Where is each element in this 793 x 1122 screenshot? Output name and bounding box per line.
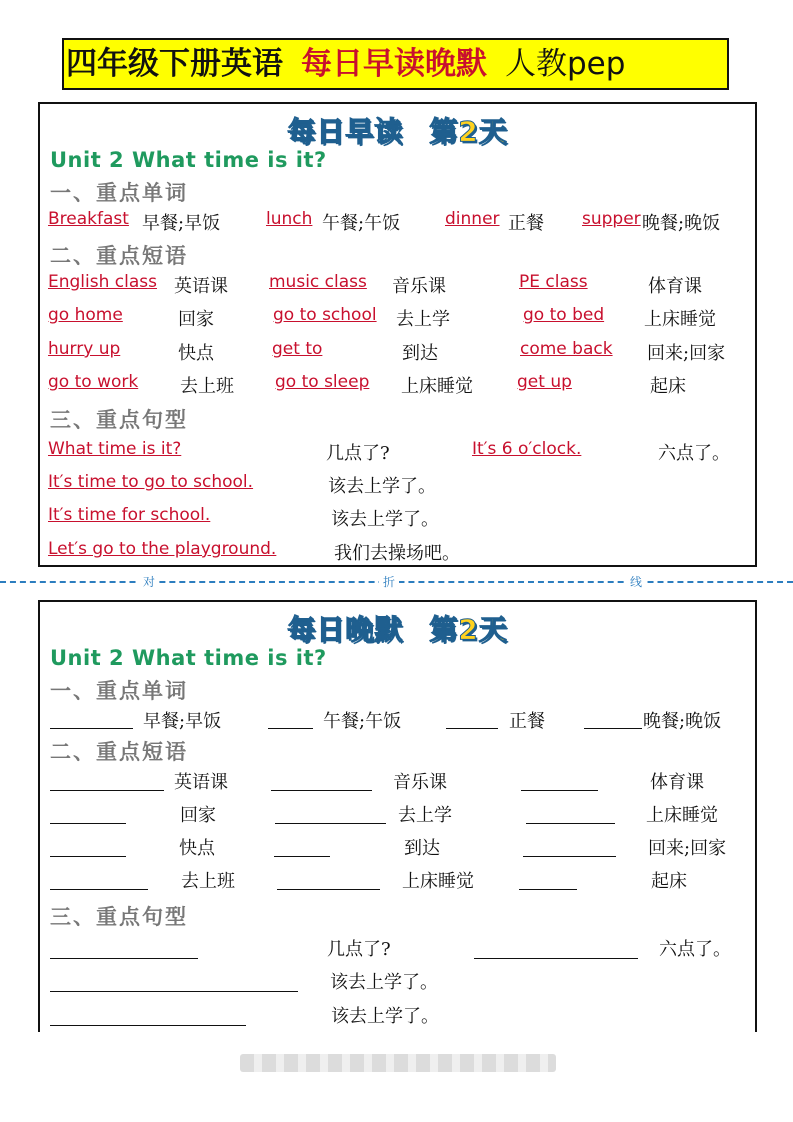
word-zh: 晚餐;晚饭 (643, 711, 722, 732)
phrase-zh: 起床 (650, 376, 686, 397)
reading-title-text: 每日早读 (287, 115, 404, 148)
reading-words-row (40, 209, 755, 237)
word-en: Breakfast (48, 209, 129, 229)
dictation-phrases-row (40, 801, 755, 829)
reading-phrases-row (40, 305, 755, 333)
reading-phrases-row (40, 372, 755, 400)
answer-blank[interactable] (50, 889, 148, 890)
phrase-zh: 快点 (178, 343, 214, 364)
phrase-en: go to sleep (275, 372, 370, 392)
answer-blank[interactable] (275, 823, 386, 824)
phrase-zh: 上床睡觉 (401, 376, 473, 397)
phrase-en: PE class (519, 272, 588, 292)
sentence-zh: 六点了。 (658, 443, 730, 464)
phrase-zh: 音乐课 (392, 276, 446, 297)
word-en: lunch (266, 209, 313, 229)
answer-blank[interactable] (523, 856, 616, 857)
sentence-zh: 六点了。 (659, 939, 731, 960)
sentence-zh: 几点了? (326, 443, 390, 464)
dictation-sentence-row (40, 1002, 755, 1030)
sentence-en: It′s time for school. (48, 505, 211, 525)
phrase-zh: 去上学 (398, 805, 452, 826)
phrase-zh: 到达 (402, 343, 438, 364)
answer-blank[interactable] (50, 1025, 246, 1026)
answer-blank[interactable] (521, 790, 598, 791)
dictation-phrases-row (40, 834, 755, 862)
phrase-en: get up (517, 372, 572, 392)
phrase-zh: 体育课 (650, 772, 704, 793)
phrase-zh: 起床 (651, 871, 687, 892)
phrase-zh: 音乐课 (393, 772, 447, 793)
word-zh: 午餐;午饭 (322, 213, 401, 234)
fold-label: 折 (379, 573, 399, 590)
phrase-en: go home (48, 305, 123, 325)
phrase-en: come back (520, 339, 613, 359)
phrase-en: hurry up (48, 339, 121, 359)
banner-program-title: 每日早读晚默 (301, 46, 487, 82)
answer-blank[interactable] (50, 823, 126, 824)
sentence-zh: 该去上学了。 (331, 509, 439, 530)
sentence-zh: 该去上学了。 (328, 476, 436, 497)
reading-card-title (40, 110, 755, 150)
blurred-watermark (240, 1054, 556, 1072)
word-zh: 正餐 (508, 213, 544, 234)
reading-section-phrases: 二、重点短语 (50, 243, 188, 268)
sentence-zh: 该去上学了。 (331, 1006, 439, 1027)
phrase-zh: 体育课 (648, 276, 702, 297)
reading-unit-heading: Unit 2 What time is it? (50, 148, 327, 172)
phrase-zh: 到达 (404, 838, 440, 859)
phrase-en: go to bed (523, 305, 605, 325)
morning-reading-card (38, 102, 757, 567)
dictation-sentence-row (40, 968, 755, 996)
answer-blank[interactable] (271, 790, 372, 791)
reading-section-words: 一、重点单词 (50, 180, 188, 205)
answer-blank[interactable] (50, 856, 126, 857)
answer-blank[interactable] (50, 958, 198, 959)
sentence-zh: 我们去操场吧。 (334, 543, 460, 564)
phrase-zh: 去上班 (181, 871, 235, 892)
dictation-unit-heading: Unit 2 What time is it? (50, 646, 327, 670)
phrase-en: English class (48, 272, 157, 292)
reading-sentence-row (40, 505, 755, 533)
phrase-en: go to school (273, 305, 377, 325)
word-zh: 正餐 (509, 711, 545, 732)
dictation-day-label: 第2天 (429, 613, 508, 646)
answer-blank[interactable] (519, 889, 577, 890)
answer-blank[interactable] (584, 728, 642, 729)
sentence-zh: 几点了? (327, 939, 391, 960)
banner-grade-title: 四年级下册英语 (66, 46, 283, 82)
phrase-en: get to (272, 339, 323, 359)
phrase-zh: 回家 (180, 805, 216, 826)
phrase-zh: 上床睡觉 (402, 871, 474, 892)
header-banner (62, 38, 729, 90)
phrase-zh: 去上班 (180, 376, 234, 397)
phrase-zh: 英语课 (174, 772, 228, 793)
fold-label: 对 (139, 573, 159, 590)
dictation-phrases-row (40, 768, 755, 796)
phrase-zh: 回来;回家 (647, 343, 726, 364)
phrase-zh: 快点 (179, 838, 215, 859)
reading-sentence-row (40, 472, 755, 500)
answer-blank[interactable] (50, 991, 298, 992)
dictation-sentence-row (40, 935, 755, 963)
answer-blank[interactable] (277, 889, 380, 890)
fold-label: 线 (626, 573, 646, 590)
phrase-zh: 回来;回家 (648, 838, 727, 859)
sentence-zh: 该去上学了。 (330, 972, 438, 993)
reading-sentence-row (40, 539, 755, 567)
reading-sentence-row (40, 439, 755, 467)
sentence-en: It′s 6 o′clock. (472, 439, 582, 459)
dictation-phrases-row (40, 867, 755, 895)
phrase-zh: 上床睡觉 (644, 309, 716, 330)
sentence-en: Let′s go to the playground. (48, 539, 277, 559)
reading-section-sentences: 三、重点句型 (50, 407, 188, 432)
word-zh: 早餐;早饭 (142, 213, 221, 234)
answer-blank[interactable] (446, 728, 498, 729)
reading-phrases-row (40, 272, 755, 300)
word-en: supper (582, 209, 641, 229)
phrase-zh: 去上学 (396, 309, 450, 330)
evening-dictation-card (38, 600, 757, 1032)
phrase-zh: 英语课 (174, 276, 228, 297)
answer-blank[interactable] (526, 823, 615, 824)
phrase-en: music class (269, 272, 367, 292)
word-zh: 晚餐;晚饭 (642, 213, 721, 234)
answer-blank[interactable] (474, 958, 638, 959)
word-zh: 早餐;早饭 (143, 711, 222, 732)
word-zh: 午餐;午饭 (323, 711, 402, 732)
answer-blank[interactable] (50, 728, 133, 729)
phrase-en: go to work (48, 372, 139, 392)
phrase-zh: 回家 (178, 309, 214, 330)
dictation-section-phrases: 二、重点短语 (50, 739, 188, 764)
answer-blank[interactable] (268, 728, 313, 729)
dictation-section-sentences: 三、重点句型 (50, 904, 188, 929)
reading-day-label: 第2天 (429, 115, 508, 148)
sentence-en: What time is it? (48, 439, 182, 459)
dictation-words-row (40, 707, 755, 735)
dictation-card-title (40, 608, 755, 648)
reading-phrases-row (40, 339, 755, 367)
answer-blank[interactable] (50, 790, 164, 791)
banner-edition: 人教pep (505, 46, 626, 82)
word-en: dinner (445, 209, 500, 229)
phrase-zh: 上床睡觉 (646, 805, 718, 826)
dictation-title-text: 每日晚默 (287, 613, 404, 646)
dictation-section-words: 一、重点单词 (50, 678, 188, 703)
sentence-en: It′s time to go to school. (48, 472, 254, 492)
answer-blank[interactable] (274, 856, 330, 857)
